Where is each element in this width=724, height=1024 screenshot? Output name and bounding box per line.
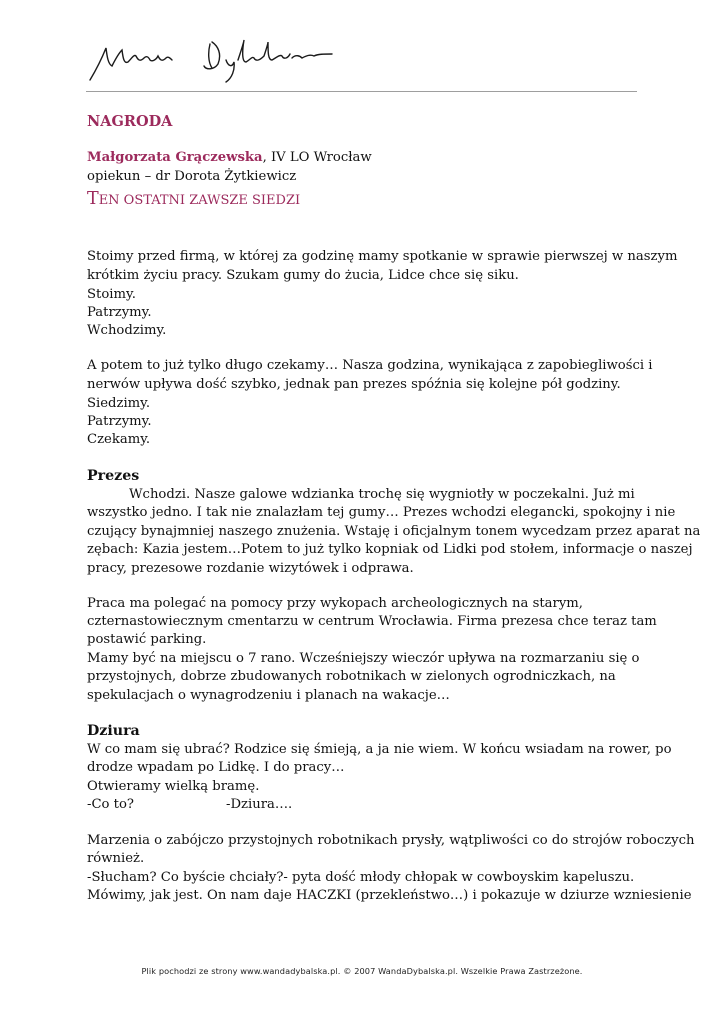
paragraph-line: również. [87,851,145,866]
section-heading-dziura: Dziura [87,723,140,739]
paragraph-line: pracy, prezesowe rozdanie wizytówek i odprawa. [87,561,414,576]
signature-image [86,34,338,86]
paragraph-line: Patrzymy. [87,305,152,320]
paragraph-line: Siedzimy. [87,396,151,411]
paragraph-line: Praca ma polegać na pomocy przy wykopach archeologicznych na starym, [87,596,583,611]
paragraph-line: Stoimy przed firmą, w której za godzinę mamy spotkanie w sprawie pierwszej w naszym [87,249,678,264]
paragraph-line: spekulacjach o wynagrodzeniu i planach na wakacje… [87,688,450,703]
paragraph-line: postawić parking. [87,632,207,647]
paragraph-line: Mamy być na miejscu o 7 rano. Wcześniejszy wieczór upływa na rozmarzaniu się o [87,651,640,666]
section-heading-prezes: Prezes [87,468,140,484]
paragraph-line: czternastowiecznym cmentarzu w centrum Wrocławia. Firma prezesa chce teraz tam [87,614,657,629]
paragraph-line: Czekamy. [87,432,151,447]
author-name: Małgorzata Grączewska [87,150,263,165]
header-rule [86,91,637,92]
paragraph-line: -Słucham? Co byście chciały?- pyta dość młody chłopak w cowboyskim kapeluszu. [87,870,635,885]
page-footer: Plik pochodzi ze strony www.wandadybalska.pl. © 2007 WandaDybalska.pl. Wszelkie Prawa Zastrzeżone. [141,966,583,976]
author-line [87,149,372,167]
paragraph-line: Stoimy. [87,287,136,302]
paragraph-line: Wchodzi. Nasze galowe wdzianka trochę się wygniotły w poczekalni. Już mi [129,487,635,502]
paragraph-line: Mówimy, jak jest. On nam daje HACZKI (przekleństwo…) i pokazuje w dziurze wzniesienie [87,888,692,903]
tutor-line: opiekun – dr Dorota Żytkiewicz [87,169,297,184]
paragraph-line: Wchodzimy. [87,323,167,338]
paragraph-line: czujący bynajmniej naszego znużenia. Wstaję i oficjalnym tonem wycedzam przez aparat na [87,524,701,539]
paragraph-line: zębach: Kazia jestem…Potem to już tylko kopniak od Lidki pod stołem, informacje o naszej [87,542,693,557]
story-title: TEN OSTATNI ZAWSZE SIEDZI [87,189,301,209]
paragraph-line: Patrzymy. [87,414,152,429]
paragraph-line: A potem to już tylko długo czekamy… Nasza godzina, wynikająca z zapobiegliwości i [87,358,653,373]
paragraph-line: nerwów upływa dość szybko, jednak pan prezes spóźnia się kolejne pół godziny. [87,377,621,392]
award-heading: NAGRODA [87,113,173,130]
paragraph-line: Marzenia o zabójczo przystojnych robotnikach prysły, wątpliwości co do strojów roboczych [87,833,695,848]
author-school: , IV LO Wrocław [262,150,372,165]
paragraph-line: drodze wpadam po Lidkę. I do pracy… [87,760,345,775]
dialogue-line: -Co to? -Dziura…. [87,797,293,812]
paragraph-line: krótkim życiu pracy. Szukam gumy do żucia, Lidce chce się siku. [87,268,519,283]
paragraph-line: Otwieramy wielką bramę. [87,779,260,794]
paragraph-line: W co mam się ubrać? Rodzice się śmieją, a ja nie wiem. W końcu wsiadam na rower, po [87,742,672,757]
paragraph-line: przystojnych, dobrze zbudowanych robotnikach w zielonych ogrodniczkach, na [87,669,616,684]
paragraph-line: wszystko jedno. I tak nie znalazłam tej gumy… Prezes wchodzi elegancki, spokojny i nie [87,505,676,520]
